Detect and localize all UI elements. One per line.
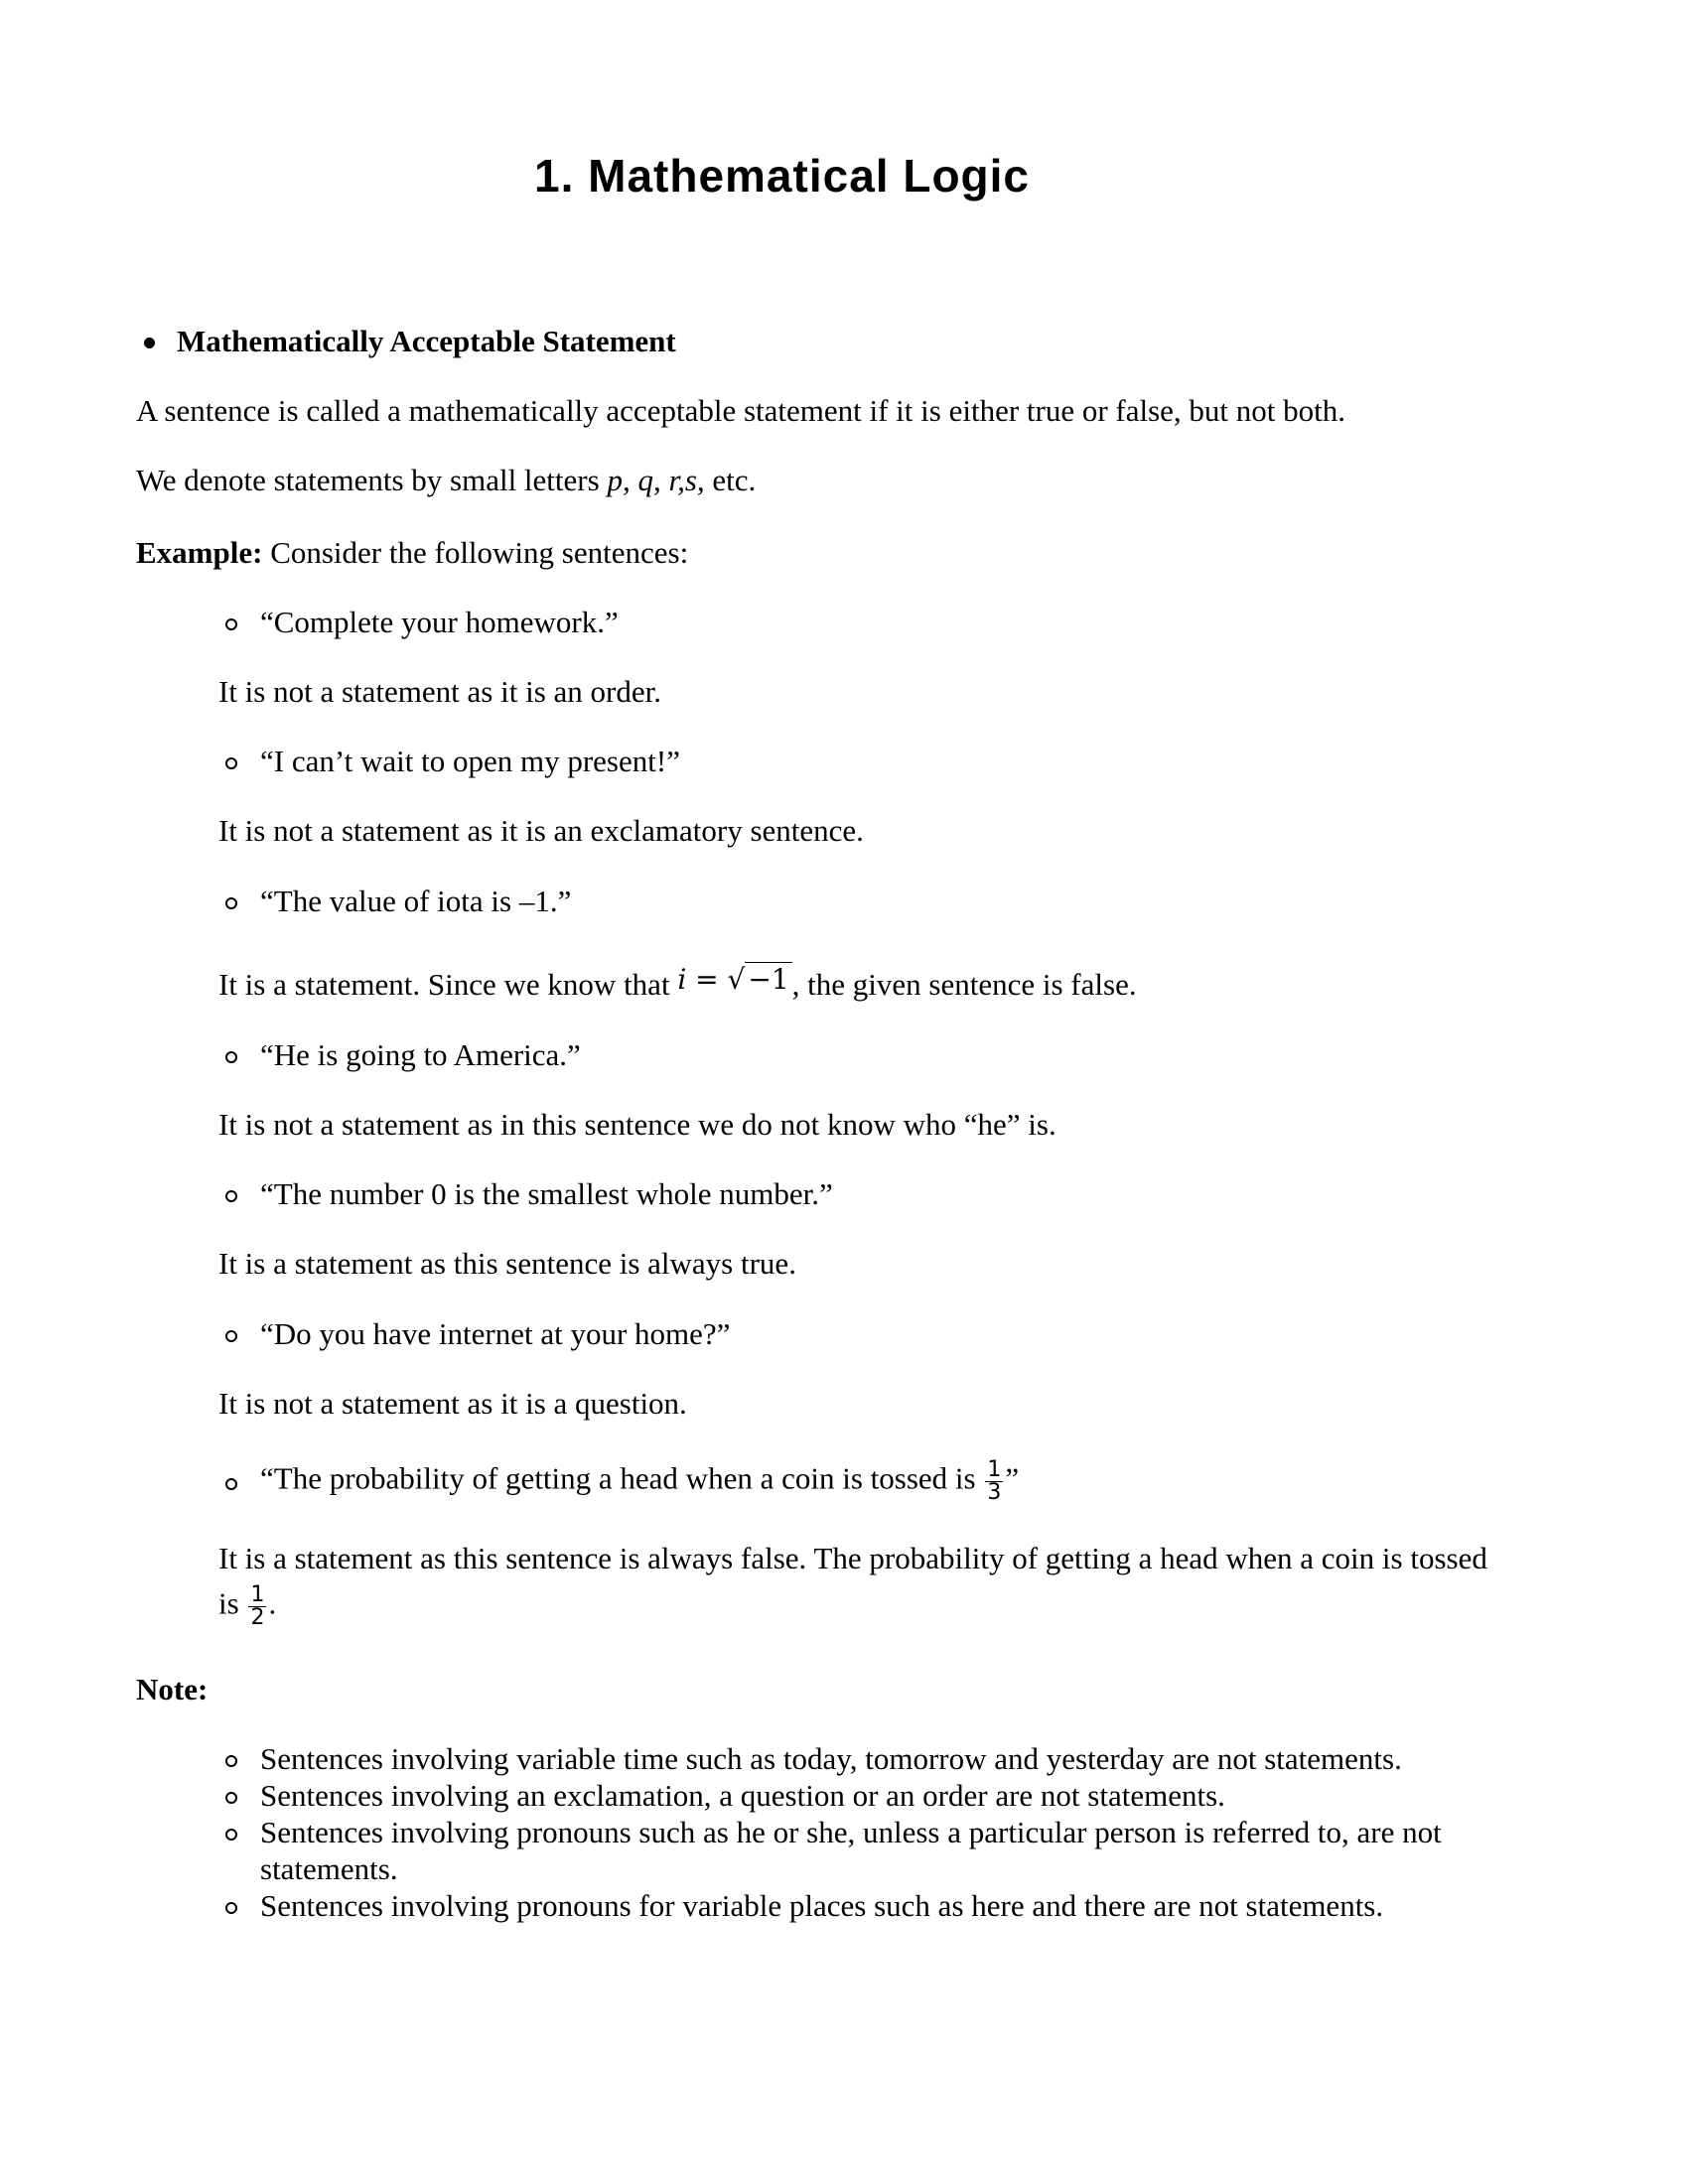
example-sentence: “Complete your homework.” bbox=[260, 605, 619, 639]
example-text: Consider the following sentences: bbox=[262, 535, 689, 570]
example-sentence: “The number 0 is the smallest whole number.” bbox=[260, 1176, 833, 1211]
note-item: Sentences involving pronouns such as he or she, unless a particular person is referred to, are not bbox=[260, 1815, 1442, 1849]
note-label: Note: bbox=[136, 1672, 209, 1706]
denote-letters: p, q, r,s, bbox=[607, 463, 705, 497]
denote-suffix: etc. bbox=[704, 463, 757, 497]
fraction-one-third bbox=[985, 1459, 1003, 1504]
section-heading: Mathematically Acceptable Statement bbox=[177, 324, 676, 358]
section-bullet bbox=[144, 338, 155, 348]
sentence-suffix: ” bbox=[1005, 1460, 1020, 1496]
note-item: Sentences involving an exclamation, a question or an order are not statements. bbox=[260, 1778, 1225, 1813]
example-bullet bbox=[225, 1051, 237, 1063]
example-sentence: “The value of iota is –1.” bbox=[260, 884, 572, 918]
note-bullet bbox=[225, 1902, 237, 1914]
example-bullet bbox=[225, 897, 237, 909]
note-item: Sentences involving pronouns for variable places such as here and there are not statements. bbox=[260, 1888, 1384, 1923]
denote-prefix: We denote statements by small letters bbox=[136, 463, 608, 497]
example-explanation: It is not a statement as it is an order. bbox=[218, 674, 661, 709]
example-explanation: It is not a statement as in this sentence we do not know who “he” is. bbox=[218, 1107, 1056, 1142]
example-bullet bbox=[225, 1190, 237, 1202]
note-item: Sentences involving variable time such as today, tomorrow and yesterday are not statements. bbox=[260, 1741, 1402, 1776]
example-explanation: It is not a statement as it is a question. bbox=[218, 1386, 687, 1421]
fraction-numerator: 1 bbox=[987, 1457, 1002, 1482]
explanation-suffix: , the given sentence is false. bbox=[791, 967, 1137, 1002]
example-explanation: It is a statement as this sentence is always true. bbox=[218, 1246, 796, 1281]
fraction-denominator: 2 bbox=[250, 1605, 265, 1630]
sqrt-symbol: √ −1 bbox=[728, 962, 792, 998]
example-explanation-continued bbox=[218, 1584, 276, 1629]
note-item-continued: statements. bbox=[260, 1851, 398, 1886]
explanation-line2-suffix: . bbox=[268, 1585, 277, 1621]
fraction-denominator: 3 bbox=[987, 1480, 1002, 1505]
example-sentence: “I can’t wait to open my present!” bbox=[260, 744, 680, 778]
fraction-one-half bbox=[248, 1584, 266, 1629]
note-bullet bbox=[225, 1792, 237, 1804]
sentence-prefix: “The probability of getting a head when a coin is tossed is bbox=[260, 1460, 984, 1496]
note-bullet bbox=[225, 1755, 237, 1767]
example-label: Example: bbox=[136, 535, 263, 570]
example-explanation: It is not a statement as it is an exclamatory sentence. bbox=[218, 813, 864, 848]
example-sentence bbox=[260, 1459, 1019, 1504]
example-explanation bbox=[218, 963, 1137, 1004]
definition-text: A sentence is called a mathematically acceptable statement if it is either true or false, but not both. bbox=[136, 393, 1346, 428]
example-sentence: “Do you have internet at your home?” bbox=[260, 1316, 731, 1351]
explanation-line2-prefix: is bbox=[218, 1585, 247, 1621]
math-lhs: i = bbox=[677, 963, 719, 996]
example-sentence: “He is going to America.” bbox=[260, 1037, 581, 1072]
example-explanation: It is a statement as this sentence is always false. The probability of getting a head when a coin is tossed bbox=[218, 1541, 1487, 1575]
math-radicand: −1 bbox=[745, 962, 791, 996]
denote-text bbox=[136, 463, 756, 498]
note-bullet bbox=[225, 1829, 237, 1841]
example-bullet bbox=[225, 1330, 237, 1342]
math-iota-expression bbox=[677, 963, 791, 996]
page-title: 1. Mathematical Logic bbox=[533, 150, 1030, 202]
example-bullet bbox=[225, 757, 237, 769]
example-bullet bbox=[225, 1478, 237, 1490]
explanation-prefix: It is a statement. Since we know that bbox=[218, 967, 678, 1002]
example-intro bbox=[136, 535, 688, 571]
fraction-numerator: 1 bbox=[250, 1582, 265, 1607]
example-bullet bbox=[225, 618, 237, 630]
